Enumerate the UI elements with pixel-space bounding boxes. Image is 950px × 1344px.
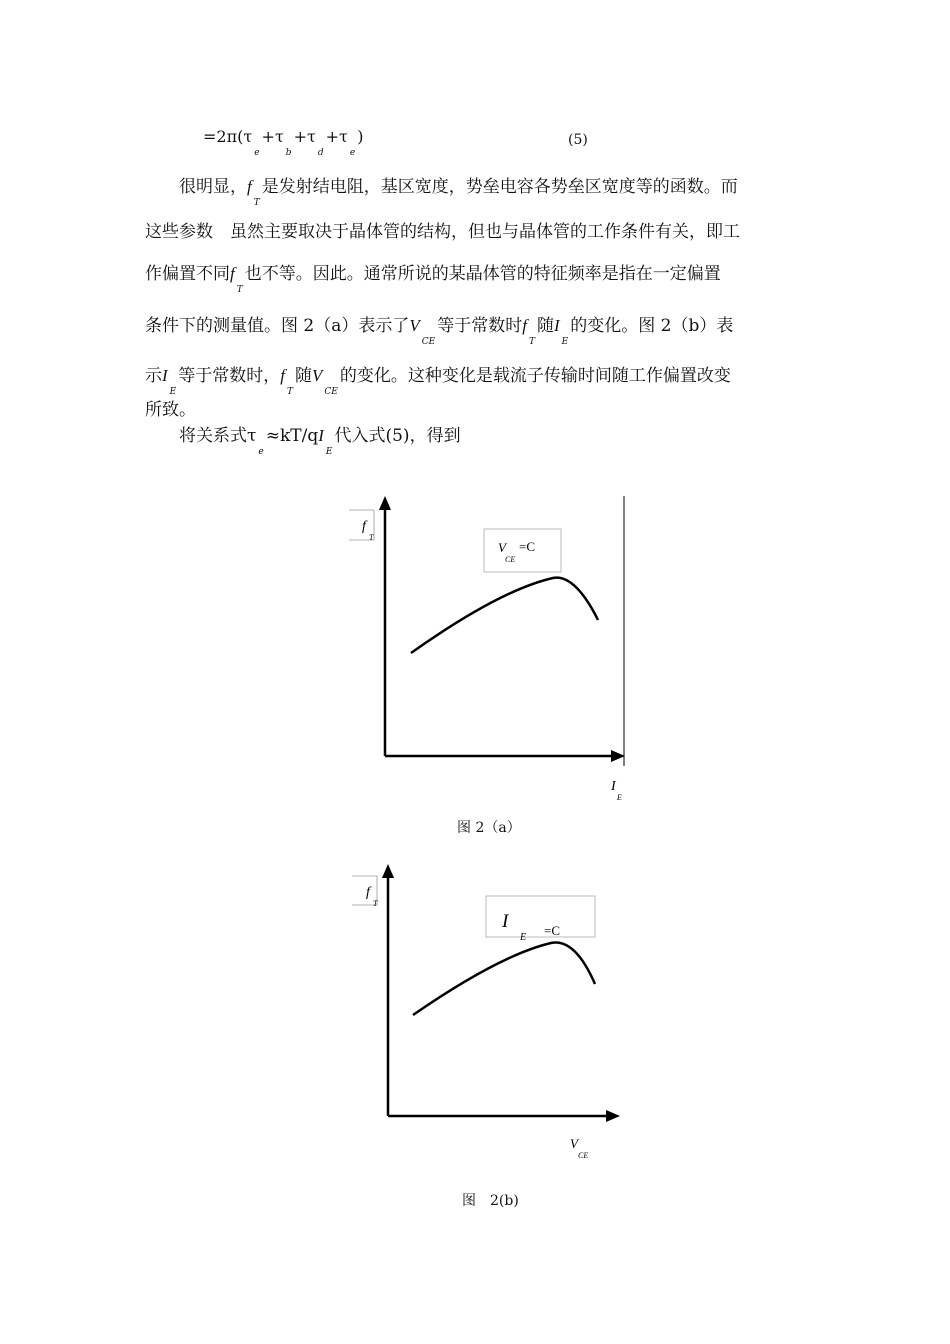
symbol-sub: T <box>236 285 243 295</box>
symbol-i: I <box>162 366 168 385</box>
equation-term: +τ <box>261 127 284 146</box>
x-axis-arrow <box>606 1110 620 1122</box>
equation-sub: d <box>317 148 324 158</box>
symbol-sub: T <box>528 337 535 347</box>
equation-term: ) <box>357 127 364 146</box>
ylabel-f: f <box>366 885 370 900</box>
text-run: 很明显， <box>179 177 247 197</box>
text-run: 随 <box>536 316 554 336</box>
symbol-v: V <box>312 366 323 385</box>
text-run: 的变化。这种变化是载流子传输时间随工作偏置改变 <box>339 366 731 386</box>
symbol-f: f <box>522 316 527 335</box>
equation-term: +τ <box>293 127 316 146</box>
text-run: 条件下的测量值。图 2（a）表示了 <box>145 316 410 336</box>
equation-sub: b <box>285 148 292 158</box>
legend-v: V <box>498 540 506 555</box>
text-run: ≈kT/q <box>265 426 319 446</box>
symbol-i: I <box>318 426 324 445</box>
ylabel-sub: T <box>373 899 378 908</box>
symbol-sub: CE <box>324 387 338 397</box>
xlabel-sub: E <box>617 793 622 802</box>
text-run: 的变化。图 2（b）表 <box>570 316 734 336</box>
xlabel-sub: CE <box>578 1151 589 1160</box>
ylabel-f: f <box>362 519 366 534</box>
legend-sub: CE <box>505 555 516 564</box>
legend-i: I <box>502 911 509 932</box>
equation-sub: e <box>254 148 260 158</box>
symbol-f: f <box>247 177 252 196</box>
curve-ft-vs-vce <box>413 943 595 1015</box>
symbol-f: f <box>280 366 285 385</box>
symbol-sub: E <box>169 387 177 397</box>
symbol-sub: CE <box>421 337 436 347</box>
text-run: 也不等。因此。通常所说的某晶体管的特征频率是指在一定偏置 <box>244 264 721 284</box>
text-run: 所致。 <box>145 400 196 420</box>
symbol-v: V <box>409 316 420 335</box>
text-run: 随 <box>295 366 312 386</box>
symbol-sub: e <box>258 447 264 457</box>
legend-sub: E <box>520 932 527 943</box>
equation-number: (5) <box>568 132 588 148</box>
y-axis-arrow <box>382 864 394 878</box>
symbol-f: f <box>230 264 235 283</box>
text-run: 代入式(5)，得到 <box>334 426 461 446</box>
symbol-sub: T <box>286 387 293 397</box>
xlabel-i: I <box>611 779 616 794</box>
symbol-sub: T <box>253 198 260 208</box>
text-run: 示 <box>145 366 162 386</box>
legend-eq: =C <box>544 923 561 938</box>
xlabel-v: V <box>570 1136 578 1151</box>
text-run: 是发射结电阻，基区宽度，势垒电容各势垒区宽度等的函数。而 <box>261 177 738 197</box>
symbol-sub: E <box>325 447 333 457</box>
equation-lhs: =2π(τ <box>203 127 253 146</box>
text-run: 将关系式τ <box>179 426 257 446</box>
text-run: 等于常数时 <box>437 316 523 336</box>
figure-2a-caption: 图 2（a） <box>457 820 521 836</box>
equation-term: +τ <box>325 127 348 146</box>
figure-2b-caption: 图 2(b) <box>462 1193 519 1209</box>
equation-sub: e <box>349 148 356 158</box>
text-run: 等于常数时， <box>178 366 281 386</box>
text-run: 作偏置不同 <box>145 264 230 284</box>
symbol-sub: E <box>561 337 569 347</box>
ylabel-sub: T <box>369 533 374 542</box>
symbol-i: I <box>553 316 560 335</box>
text-run: 这些参数 虽然主要取决于晶体管的结构，但也与晶体管的工作条件有关，即工 <box>145 222 740 242</box>
legend-eq: =C <box>519 539 536 554</box>
